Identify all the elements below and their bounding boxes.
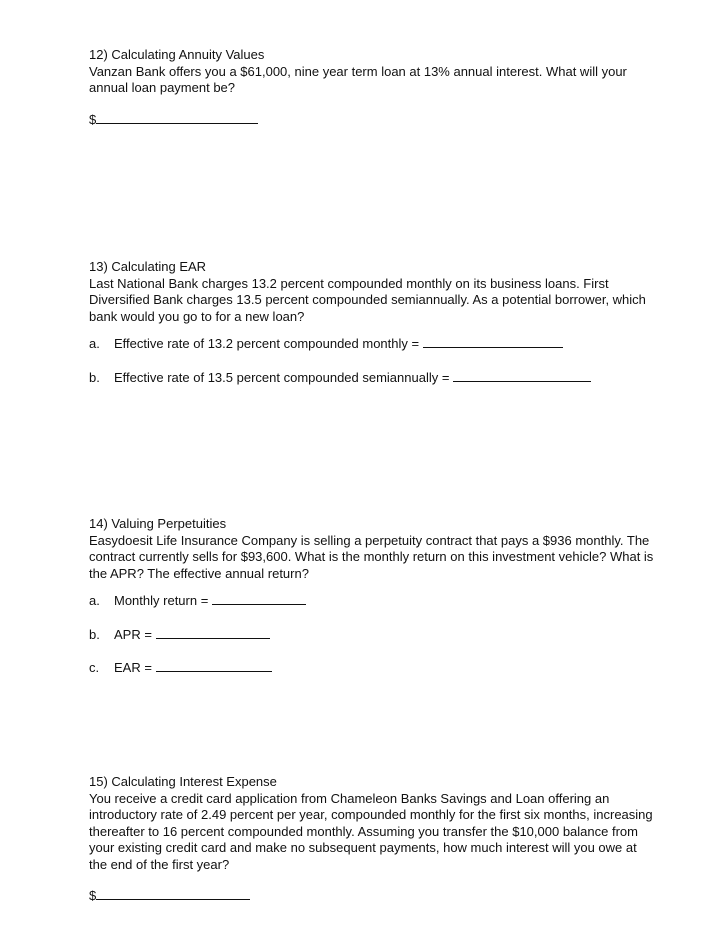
answer-blank[interactable] (212, 592, 306, 605)
item-letter: b. (89, 369, 100, 385)
problem-14-title: 14) Valuing Perpetuities (89, 516, 227, 531)
problem-15 (89, 774, 689, 905)
problem-15-question: You receive a credit card application from Chameleon Banks Savings and Loan offering an introductory rate of 2.49 percent per year, compounded monthly for the first six months, increasing thereafter to 16 percent compounded monthly. Assuming you transfer the $10,000 balance from your existing credit card and make no subsequent payments, how much interest will you owe at the end of the first year? (89, 790, 653, 872)
answer-blank[interactable] (156, 659, 272, 672)
item-label: Effective rate of 13.2 percent compounded monthly = (114, 336, 420, 351)
item-label: Monthly return = (114, 593, 209, 608)
item-letter: a. (89, 336, 100, 351)
problem-12-question: Vanzan Bank offers you a $61,000, nine year term loan at 13% annual interest. What will your annual loan payment be? (89, 63, 627, 95)
problem-15-title: 15) Calculating Interest Expense (89, 774, 277, 789)
item-label: APR = (114, 626, 152, 642)
item-label: EAR = (114, 660, 152, 675)
dollar-sign: $ (89, 888, 97, 903)
problem-14 (89, 516, 689, 677)
problem-14-item-c (89, 659, 689, 677)
problem-13 (89, 259, 689, 386)
problem-14-item-a (89, 592, 689, 610)
item-letter: a. (89, 593, 100, 608)
problem-13-title: 13) Calculating EAR (89, 259, 207, 274)
answer-blank[interactable] (453, 369, 591, 382)
problem-13-question: Last National Bank charges 13.2 percent compounded monthly on its business loans. First Diversified Bank charges 13.5 percent compounded semiannually. As a potential borrower, which bank would you go to for a new loan? (89, 275, 646, 324)
problem-15-answer[interactable] (89, 887, 689, 905)
problem-13-item-a (89, 335, 689, 353)
item-letter: b. (89, 626, 100, 642)
problem-13-item-b (89, 369, 689, 387)
item-letter: c. (89, 660, 100, 675)
problem-12-answer[interactable] (89, 111, 689, 129)
item-label: Effective rate of 13.5 percent compounded semiannually = (114, 369, 450, 385)
dollar-sign: $ (89, 111, 97, 127)
answer-blank[interactable] (423, 335, 563, 348)
answer-blank[interactable] (156, 626, 270, 639)
answer-blank[interactable] (96, 887, 250, 900)
problem-14-item-b (89, 626, 689, 644)
problem-12 (89, 47, 689, 128)
answer-blank[interactable] (96, 111, 258, 124)
problem-14-question: Easydoesit Life Insurance Company is selling a perpetuity contract that pays a $936 monthly. The contract currently sells for $93,600. What is the monthly return on this investment vehicle? What is the APR? The effective annual return? (89, 532, 654, 581)
problem-12-title: 12) Calculating Annuity Values (89, 47, 265, 62)
